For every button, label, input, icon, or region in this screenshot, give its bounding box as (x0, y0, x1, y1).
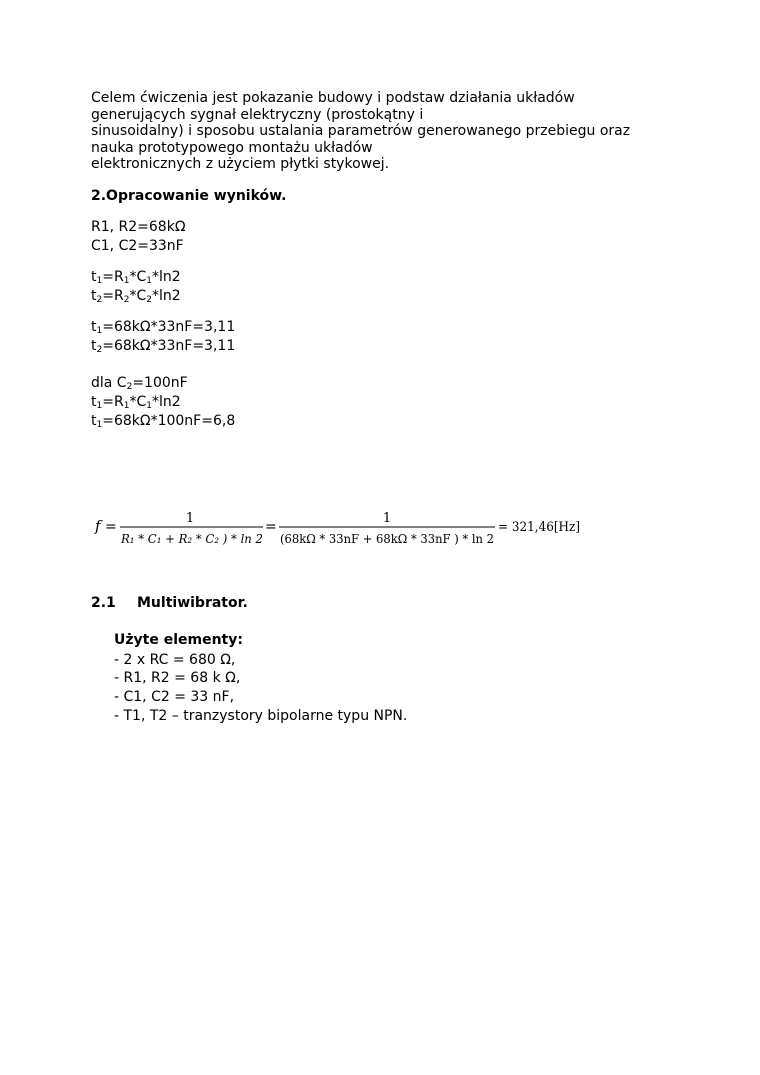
intro-line: elektronicznych z użyciem płytki stykowej. (91, 156, 390, 172)
section-number: 2.1 (91, 595, 116, 611)
intro-line: Celem ćwiczenia jest pokazanie budowy i podstaw działania układów (91, 90, 575, 106)
fraction1-denominator: R₁ * C₁ + R₂ * C₂ ) * ln 2 (120, 531, 264, 546)
elements-item: - 2 x RC = 680 Ω, (114, 652, 236, 668)
fraction1-numerator: 1 (185, 511, 195, 526)
calc-t1: $t_1=68k\Omega*33nF=3,11$ (91, 319, 236, 336)
formula-t2: $t_2=R_2*C_2*\ln 2$ (91, 288, 181, 305)
formula-lhs: f (95, 517, 101, 535)
fraction2-numerator: 1 (382, 511, 392, 526)
section-heading-results: 2.Opracowanie wyników. (91, 188, 287, 204)
fraction2-denominator: (68kΩ * 33nF + 68kΩ * 33nF ) * ln 2 (280, 531, 494, 546)
elements-item: - R1, R2 = 68 k Ω, (114, 670, 241, 686)
c2-case-label: dla $C_2=100nF$ (91, 375, 188, 392)
c2-case-formula: $t_1=R_1*C_1*\ln 2$ (91, 394, 181, 411)
intro-line: sinusoidalny) i sposobu ustalania parametrów generowanego przebiegu oraz (91, 123, 631, 139)
intro-line: generujących sygnał elektryczny (prostokątny i (91, 106, 424, 123)
elements-item: - T1, T2 – tranzystory bipolarne typu NPN. (114, 708, 408, 724)
calc-t2: $t_2=68k\Omega*33nF=3,11$ (91, 338, 236, 355)
intro-line: nauka prototypowego montażu układów (91, 139, 373, 156)
c2-case-calc: $t_1=68k\Omega*100nF=6,8$ (91, 413, 236, 430)
capacitor-values: C1, C2=33nF (91, 238, 184, 254)
frequency-formula (93, 506, 593, 554)
elements-item: - C1, C2 = 33 nF, (114, 689, 235, 705)
formula-t1: $t_1=R_1*C_1*\ln 2$ (91, 269, 181, 286)
elements-heading: Użyte elementy: (114, 632, 243, 648)
intro-paragraph (91, 90, 630, 173)
section-title: Multiwibrator. (137, 595, 248, 611)
equals-sign: = (105, 519, 117, 535)
equals-sign: = (265, 519, 277, 535)
formula-result: = 321,46[Hz] (498, 520, 580, 535)
resistor-values: R1, R2=68kΩ (91, 219, 186, 235)
